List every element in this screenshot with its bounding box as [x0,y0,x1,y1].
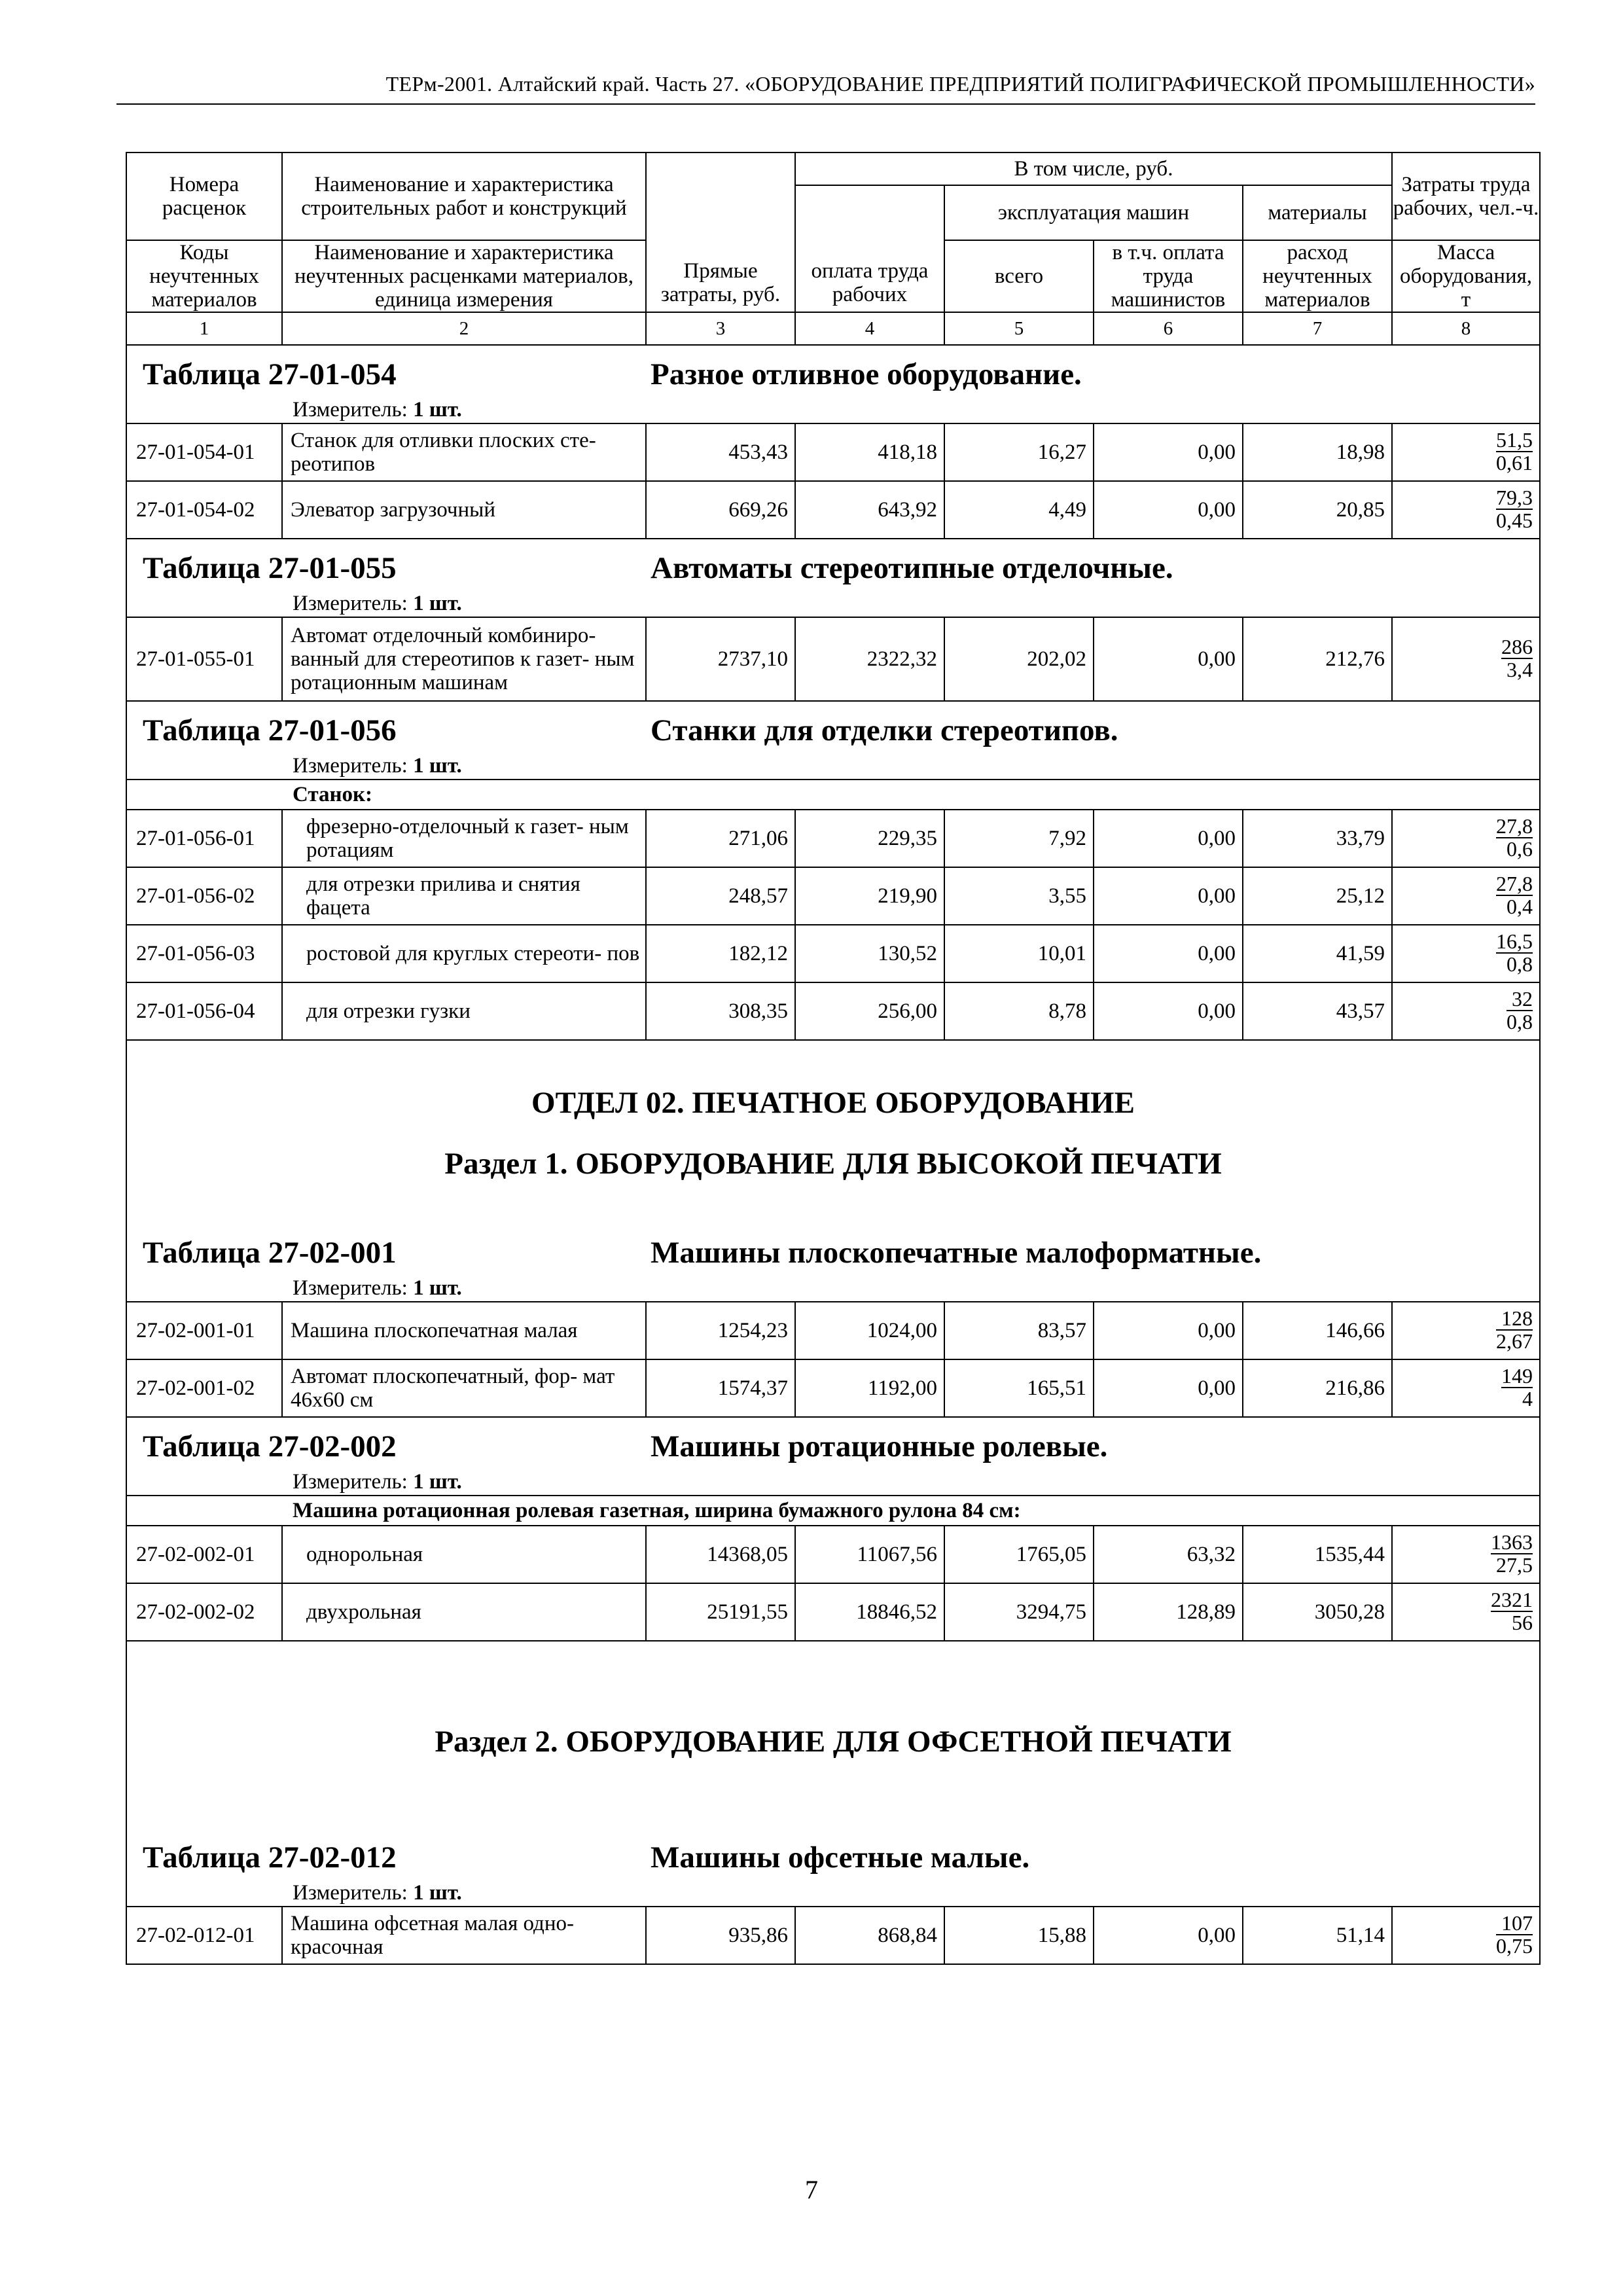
table-name: Разное отливное оборудование. [651,357,1082,391]
measure-line: Измеритель: 1 шт. [293,592,462,615]
table-name: Автоматы стереотипные отделочные. [651,551,1173,585]
rate-code: 27-02-001-01 [126,1302,282,1359]
machinist-cost: 0,00 [1094,925,1243,982]
rate-name: Автомат отделочный комбиниро- ванный для стереотипов к газет- ным ротационным машинам [282,617,646,701]
machine-cost: 3,55 [944,867,1094,925]
measure-line: Измеритель: 1 шт. [293,1276,462,1300]
labor-mass-fraction: $\frac{27,8}{0,4}$ [1496,872,1533,918]
machinist-cost: 0,00 [1094,1359,1243,1417]
rate-code: 27-02-002-01 [126,1526,282,1583]
col3-header: Прямые затраты, руб. [646,152,795,312]
section-heading: Раздел 2. ОБОРУДОВАНИЕ ДЛЯ ОФСЕТНОЙ ПЕЧАТИ [126,1641,1540,1829]
col-number: 1 [126,312,282,345]
materials-cost: 3050,28 [1243,1583,1392,1641]
machinist-cost: 0,00 [1094,867,1243,925]
price-table [126,152,1541,1965]
table-name: Машины ротационные ролевые. [651,1429,1108,1463]
machine-cost: 3294,75 [944,1583,1094,1641]
rate-code: 27-01-055-01 [126,617,282,701]
table-row [126,1302,1540,1359]
labor-cost: 11067,56 [795,1526,944,1583]
table-row [126,1583,1540,1641]
col2-top-header: Наименование и характеристика строительных работ и конструкций [282,152,646,240]
direct-cost: 669,26 [646,481,795,539]
table-row [126,1359,1540,1417]
materials-cost: 18,98 [1243,423,1392,481]
machine-cost: 1765,05 [944,1526,1094,1583]
labor-mass-fraction: $\frac{286}{3,4}$ [1501,635,1533,681]
machinist-cost: 63,32 [1094,1526,1243,1583]
labor-mass-fraction: $\frac{51,5}{0,61}$ [1496,428,1533,475]
materials-cost: 41,59 [1243,925,1392,982]
labor-mass-fraction: $\frac{2321}{56}$ [1491,1588,1533,1634]
subgroup-label: Станок: [126,780,1540,810]
col8-top-header: Затраты труда рабочих, чел.-ч. [1392,152,1540,240]
materials-cost: 146,66 [1243,1302,1392,1359]
rate-name: для отрезки прилива и снятия фацета [282,867,646,925]
col-number: 5 [944,312,1094,345]
measure-line: Измеритель: 1 шт. [293,398,462,422]
table-row [126,982,1540,1040]
materials-cost: 33,79 [1243,810,1392,867]
labor-cost: 229,35 [795,810,944,867]
table-name: Машины офсетные малые. [651,1840,1030,1874]
machines-header: эксплуатация машин [944,185,1243,240]
col1-bottom-header: Коды неучтенных материалов [126,240,282,312]
table-row [126,810,1540,867]
rate-code: 27-02-012-01 [126,1907,282,1964]
table-row [126,481,1540,539]
labor-mass-fraction: $\frac{16,5}{0,8}$ [1496,929,1533,976]
measure-line: Измеритель: 1 шт. [293,1470,462,1494]
table-row [126,867,1540,925]
table-name: Машины плоскопечатные малоформатные. [651,1236,1262,1270]
col2-bottom-header: Наименование и характеристика неучтенных расценками материалов, единица измерения [282,240,646,312]
table-label: Таблица 27-02-001 [143,1236,397,1270]
machine-cost: 15,88 [944,1907,1094,1964]
labor-cost: 868,84 [795,1907,944,1964]
labor-cost: 2322,32 [795,617,944,701]
machine-cost: 8,78 [944,982,1094,1040]
materials-cost: 43,57 [1243,982,1392,1040]
machine-cost: 16,27 [944,423,1094,481]
rate-name: Машина плоскопечатная малая [282,1302,646,1359]
table-row [126,423,1540,481]
table-label: Таблица 27-02-012 [143,1840,397,1874]
rate-name: Автомат плоскопечатный, фор- мат 46х60 см [282,1359,646,1417]
direct-cost: 271,06 [646,810,795,867]
labor-mass-fraction: $\frac{32}{0,8}$ [1507,987,1533,1033]
direct-cost: 14368,05 [646,1526,795,1583]
direct-cost: 308,35 [646,982,795,1040]
table-row [126,617,1540,701]
labor-mass-fraction: $\frac{107}{0,75}$ [1496,1911,1533,1958]
machine-cost: 4,49 [944,481,1094,539]
machine-cost: 10,01 [944,925,1094,982]
table-name: Станки для отделки стереотипов. [651,713,1118,747]
table-label: Таблица 27-01-054 [143,357,397,391]
direct-cost: 1254,23 [646,1302,795,1359]
labor-mass-fraction: $\frac{1363}{27,5}$ [1491,1530,1533,1577]
col-number: 3 [646,312,795,345]
machine-cost: 165,51 [944,1359,1094,1417]
rate-name: фрезерно-отделочный к газет- ным ротациям [282,810,646,867]
direct-cost: 182,12 [646,925,795,982]
materials-cost: 1535,44 [1243,1526,1392,1583]
materials-cost: 216,86 [1243,1359,1392,1417]
labor-cost: 418,18 [795,423,944,481]
machinist-cost: 0,00 [1094,810,1243,867]
materials-cost: 20,85 [1243,481,1392,539]
rate-name: Станок для отливки плоских сте- реотипов [282,423,646,481]
col8-bottom-header: Масса оборудования, т [1392,240,1540,312]
subgroup-label: Машина ротационная ролевая газетная, ширина бумажного рулона 84 см: [126,1496,1540,1526]
rate-name: Элеватор загрузочный [282,481,646,539]
measure-line: Измеритель: 1 шт. [293,754,462,778]
page-number: 7 [805,2175,818,2204]
col7-header: расход неучтенных материалов [1243,240,1392,312]
rate-name: для отрезки гузки [282,982,646,1040]
materials-cost: 25,12 [1243,867,1392,925]
rate-code: 27-02-001-02 [126,1359,282,1417]
header-rule [116,103,1535,105]
labor-cost: 1192,00 [795,1359,944,1417]
labor-cost: 130,52 [795,925,944,982]
materials-header: материалы [1243,185,1392,240]
machinist-cost: 0,00 [1094,481,1243,539]
rate-name: однорольная [282,1526,646,1583]
rate-name: двухрольная [282,1583,646,1641]
labor-mass-fraction: $\frac{149}{4}$ [1501,1364,1533,1410]
rate-code: 27-01-056-04 [126,982,282,1040]
table-row [126,925,1540,982]
rate-code: 27-01-056-01 [126,810,282,867]
machinist-cost: 0,00 [1094,423,1243,481]
table-row [126,1526,1540,1583]
materials-cost: 212,76 [1243,617,1392,701]
rate-code: 27-01-056-02 [126,867,282,925]
labor-mass-fraction: $\frac{27,8}{0,6}$ [1496,814,1533,861]
machinist-cost: 128,89 [1094,1583,1243,1641]
labor-cost: 256,00 [795,982,944,1040]
labor-cost: 18846,52 [795,1583,944,1641]
col4-header: оплата труда рабочих [795,185,944,312]
rate-code: 27-01-054-01 [126,423,282,481]
direct-cost: 2737,10 [646,617,795,701]
direct-cost: 1574,37 [646,1359,795,1417]
table-label: Таблица 27-01-056 [143,713,397,747]
labor-cost: 219,90 [795,867,944,925]
table-label: Таблица 27-02-002 [143,1429,397,1463]
rate-code: 27-02-002-02 [126,1583,282,1641]
measure-line: Измеритель: 1 шт. [293,1881,462,1905]
incl-header: В том числе, руб. [795,152,1392,185]
rate-name: ростовой для круглых стереоти- пов [282,925,646,982]
labor-mass-fraction: $\frac{79,3}{0,45}$ [1496,486,1533,532]
running-header: ТЕРм-2001. Алтайский край. Часть 27. «ОБОРУДОВАНИЕ ПРЕДПРИЯТИЙ ПОЛИГРАФИЧЕСКОЙ ПРОМЫШЛЕННОСТИ» [385,72,1535,96]
machinist-cost: 0,00 [1094,1302,1243,1359]
rate-code: 27-01-054-02 [126,481,282,539]
col-number: 6 [1094,312,1243,345]
machinist-cost: 0,00 [1094,617,1243,701]
department-heading: ОТДЕЛ 02. ПЕЧАТНОЕ ОБОРУДОВАНИЕ [126,1040,1540,1152]
col1-top-header: Номера расценок [126,152,282,240]
direct-cost: 453,43 [646,423,795,481]
col-number: 7 [1243,312,1392,345]
section-heading: Раздел 1. ОБОРУДОВАНИЕ ДЛЯ ВЫСОКОЙ ПЕЧАТИ [126,1152,1540,1224]
machinist-cost: 0,00 [1094,982,1243,1040]
col-number: 2 [282,312,646,345]
machinist-cost: 0,00 [1094,1907,1243,1964]
machine-cost: 7,92 [944,810,1094,867]
labor-cost: 643,92 [795,481,944,539]
col6-header: в т.ч. оплата труда машинистов [1094,240,1243,312]
col-number: 4 [795,312,944,345]
col5-header: всего [944,240,1094,312]
machine-cost: 83,57 [944,1302,1094,1359]
rate-name: Машина офсетная малая одно- красочная [282,1907,646,1964]
direct-cost: 248,57 [646,867,795,925]
materials-cost: 51,14 [1243,1907,1392,1964]
direct-cost: 25191,55 [646,1583,795,1641]
rate-code: 27-01-056-03 [126,925,282,982]
table-label: Таблица 27-01-055 [143,551,397,585]
labor-cost: 1024,00 [795,1302,944,1359]
machine-cost: 202,02 [944,617,1094,701]
labor-mass-fraction: $\frac{128}{2,67}$ [1496,1306,1533,1353]
direct-cost: 935,86 [646,1907,795,1964]
table-row [126,1907,1540,1964]
col-number: 8 [1392,312,1540,345]
